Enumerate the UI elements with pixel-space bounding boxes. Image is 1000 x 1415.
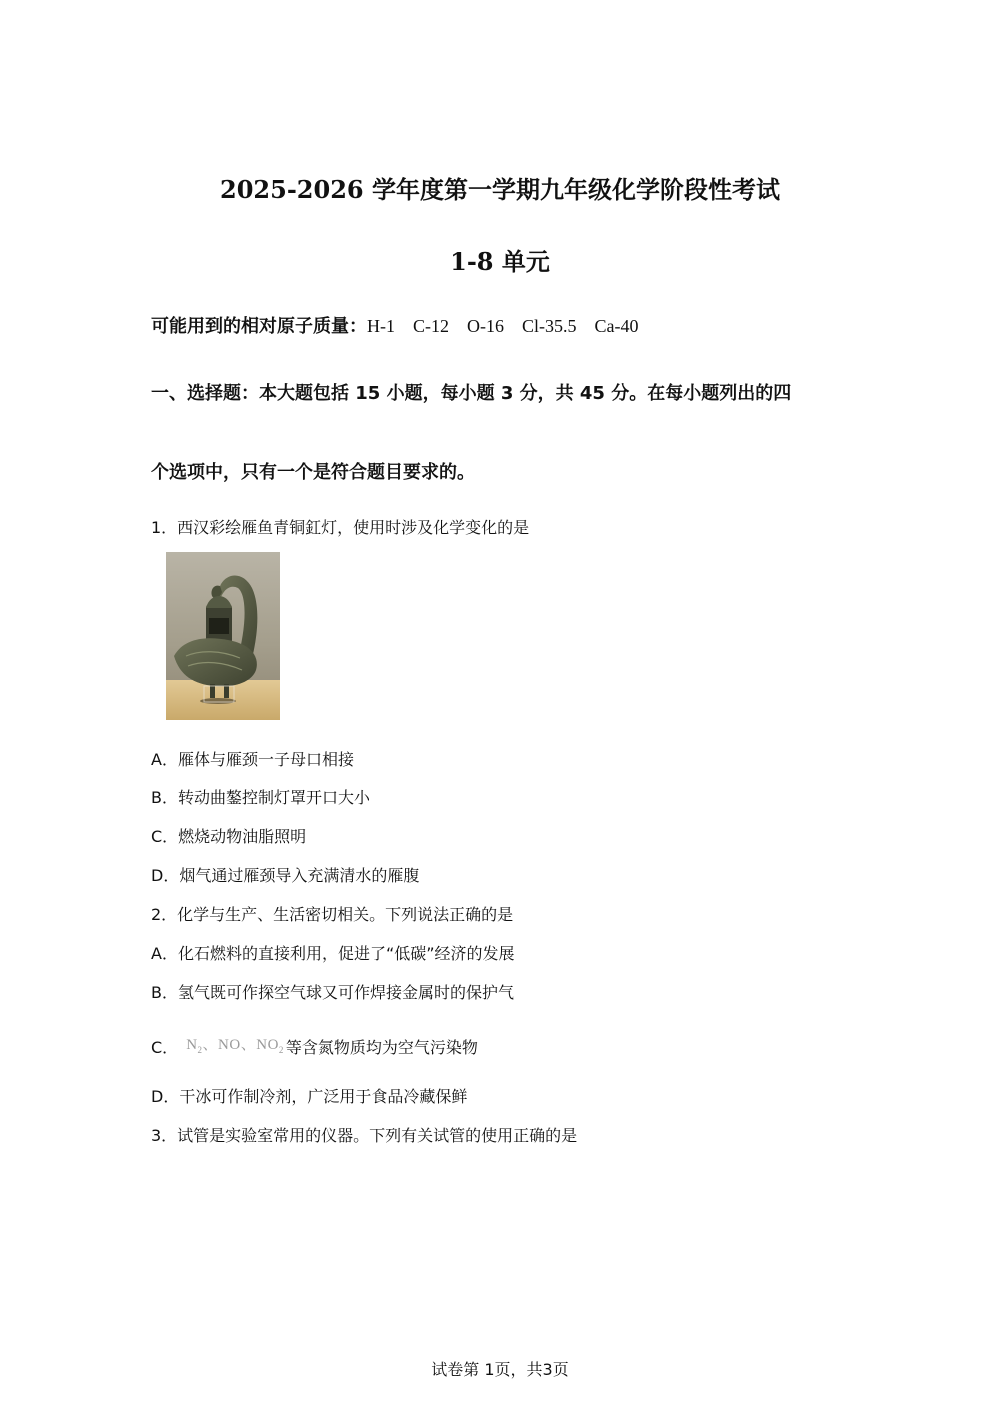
atomic-mass-o: O-16 bbox=[467, 316, 504, 336]
question-1-option-b: B．转动曲鏊控制灯罩开口大小 bbox=[151, 788, 370, 807]
page-subtitle: 1-8 单元 bbox=[450, 247, 550, 276]
question-1-option-d: D．烟气通过雁颈导入充满清水的雁腹 bbox=[151, 866, 420, 885]
option-c-text: 等含氮物质均为空气污染物 bbox=[285, 1038, 478, 1057]
section-heading-line-1: 一、选择题：本大题包括 15 小题，每小题 3 分，共 45 分。在每小题列出的四 bbox=[151, 383, 792, 404]
question-3-stem: 3．试管是实验室常用的仪器。下列有关试管的使用正确的是 bbox=[151, 1126, 578, 1145]
question-2-option-c bbox=[151, 1035, 478, 1060]
atomic-mass-h: H-1 bbox=[367, 316, 395, 336]
atomic-mass-ca: Ca-40 bbox=[594, 316, 639, 336]
atomic-mass-c: C-12 bbox=[413, 316, 449, 336]
question-2-option-b: B．氢气既可作探空气球又可作焊接金属时的保护气 bbox=[151, 983, 514, 1002]
question-2-option-d: D．干冰可作制冷剂，广泛用于食品冷藏保鲜 bbox=[151, 1087, 468, 1106]
question-1-option-a: A．雁体与雁颈一子母口相接 bbox=[151, 750, 354, 769]
page-title: 2025-2026 学年度第一学期九年级化学阶段性考试 bbox=[220, 175, 780, 204]
section-heading-line-2: 个选项中，只有一个是符合题目要求的。 bbox=[151, 462, 475, 483]
page-footer: 试卷第 1页，共3页 bbox=[431, 1360, 569, 1379]
bronze-goose-fish-lamp-photo bbox=[166, 552, 280, 720]
question-1-stem: 1．西汉彩绘雁鱼青铜釭灯，使用时涉及化学变化的是 bbox=[151, 518, 530, 537]
question-1-option-c: C．燃烧动物油脂照明 bbox=[151, 827, 307, 846]
option-c-prefix: C． bbox=[151, 1038, 179, 1057]
atomic-mass-line bbox=[151, 315, 639, 339]
question-2-stem: 2．化学与生产、生活密切相关。下列说法正确的是 bbox=[151, 905, 514, 924]
atomic-mass-cl: Cl-35.5 bbox=[522, 316, 577, 336]
nitrogen-formula: $N_2$、NO、$NO_2$ bbox=[186, 1037, 284, 1055]
atomic-mass-label: 可能用到的相对原子质量： bbox=[151, 316, 367, 337]
question-2-option-a: A．化石燃料的直接利用，促进了“低碳”经济的发展 bbox=[151, 944, 515, 963]
